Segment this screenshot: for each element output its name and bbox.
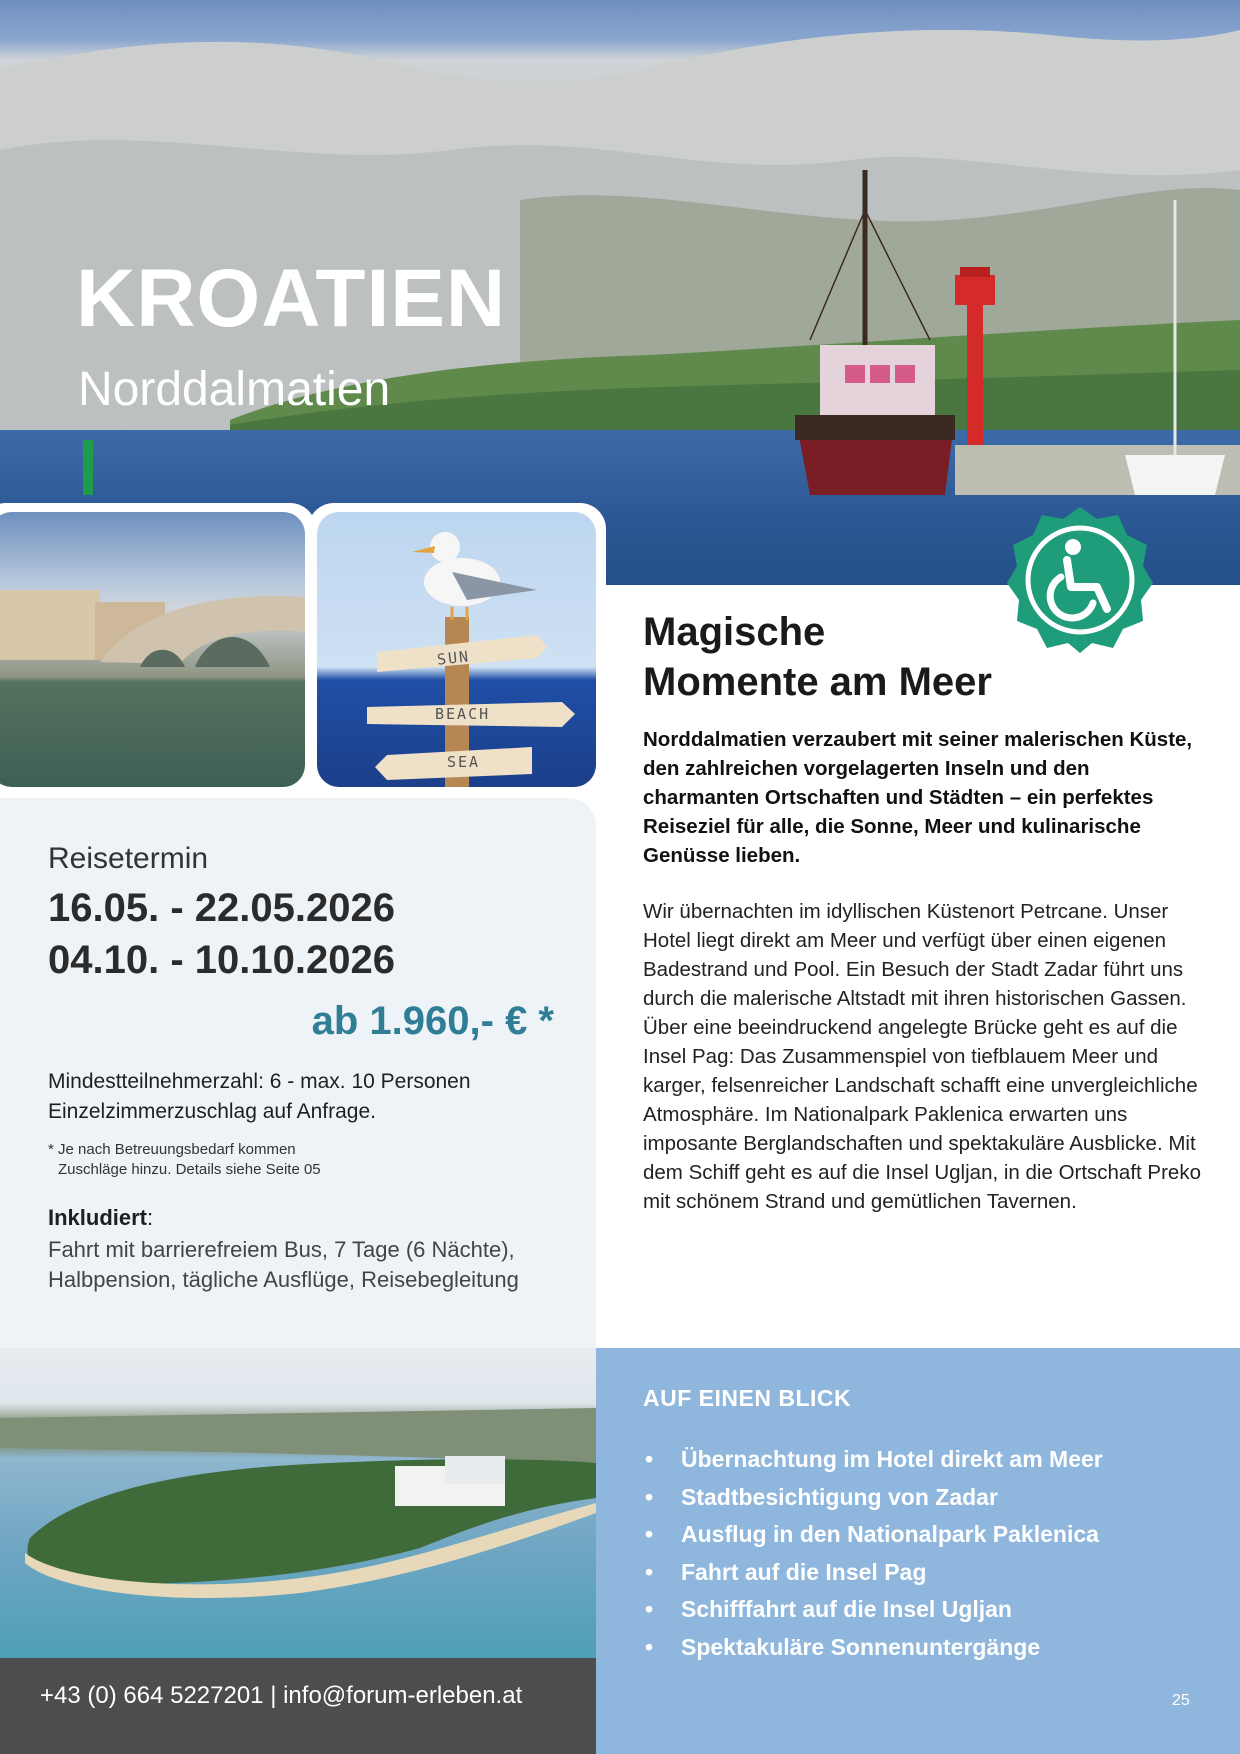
- hero-title: KROATIEN: [76, 253, 507, 344]
- footnote: [48, 1140, 408, 1180]
- headline-line-1: Magische: [643, 610, 826, 654]
- highlights-title: AUF EINEN BLICK: [643, 1385, 852, 1411]
- aerial-photo: [0, 1348, 596, 1658]
- contact-info: +43 (0) 664 5227201 | info@forum-erleben.at: [40, 1682, 523, 1709]
- highlight-item: • Stadtbesichtigung von Zadar: [643, 1479, 1203, 1517]
- reisetermin-label: Reisetermin: [48, 842, 209, 875]
- headline-line-2: Momente am Meer: [643, 660, 992, 704]
- included-heading: [48, 1205, 153, 1231]
- hero-subtitle: Norddalmatien: [78, 363, 391, 416]
- footnote-line-2: Zuschläge hinzu. Details siehe Seite 05: [58, 1161, 321, 1178]
- sign-sea: SEA: [447, 753, 481, 771]
- highlight-item: • Spektakuläre Sonnenuntergänge: [643, 1629, 1203, 1667]
- sign-sun: SUN: [436, 647, 471, 669]
- article-headline: [643, 607, 1203, 707]
- bridge-graphic: [0, 512, 305, 787]
- highlight-item: • Ausflug in den Nationalpark Paklenica: [643, 1516, 1203, 1554]
- included-title: Inkludiert: [48, 1205, 148, 1230]
- highlight-item: • Schifffahrt auf die Insel Ugljan: [643, 1591, 1203, 1629]
- highlight-item: • Fahrt auf die Insel Pag: [643, 1554, 1203, 1592]
- article-body: Wir übernachten im idyllischen Küstenort Petrcane. Unser Hotel liegt direkt am Meer und verfügt über einen eigenen Badestrand und Pool. Ein Besuch der Stadt Zadar führt uns durch die malerische Altstadt mit ihren historischen Gassen. Über eine beeindruckend angelegte Brücke geht es auf die Insel Pag: Das Zusammenspiel von tiefblauem Meer und karger, felsenreicher Landschaft schafft eine unvergleichliche Atmosphäre. Im Nationalpark Paklenica erwarten uns imposante Berglandschaften und spektakuläre Ausblicke. Mit dem Schiff geht es auf die Insel Ugljan, in die Ortschaft Preko mit schönem Strand und gemütlichen Tavernen.: [643, 900, 1201, 1213]
- included-colon: :: [147, 1205, 154, 1230]
- sign-beach: BEACH: [435, 705, 491, 723]
- article-lead: Norddalmatien verzaubert mit seiner malerischen Küste, den zahlreichen vorgelagerten Inseln und den charmanten Ortschaften und Städten – ein perfektes Reiseziel für alle, die Sonne, Meer und kulinarische Genüsse lieben.: [643, 728, 1193, 867]
- highlight-item: • Übernachtung im Hotel direkt am Meer: [643, 1441, 1203, 1479]
- single-room-note: Einzelzimmerzuschlag auf Anfrage.: [48, 1100, 376, 1123]
- hero-image: [0, 0, 1240, 585]
- min-participants: Mindestteilnehmerzahl: 6 - max. 10 Personen: [48, 1070, 471, 1093]
- page-number: 25: [1172, 1692, 1190, 1709]
- highlights-list: [643, 1441, 1203, 1666]
- bridge-photo: [0, 512, 305, 787]
- price: ab 1.960,- € *: [311, 999, 554, 1043]
- sailboat-graphic: [1120, 200, 1230, 500]
- footnote-line-1: * Je nach Betreuungsbedarf kommen: [48, 1141, 296, 1158]
- buoy-graphic: [83, 440, 93, 495]
- included-text: Fahrt mit barrierefreiem Bus, 7 Tage (6 Nächte), Halbpension, tägliche Ausflüge, Reisebegleitung: [48, 1237, 519, 1292]
- ship-graphic: [790, 170, 970, 500]
- date-2: 04.10. - 10.10.2026: [48, 938, 395, 982]
- peninsula-graphic: [0, 1348, 596, 1658]
- lighthouse-graphic: [950, 265, 1000, 445]
- date-1: 16.05. - 22.05.2026: [48, 886, 395, 930]
- signpost-photo: [317, 512, 596, 787]
